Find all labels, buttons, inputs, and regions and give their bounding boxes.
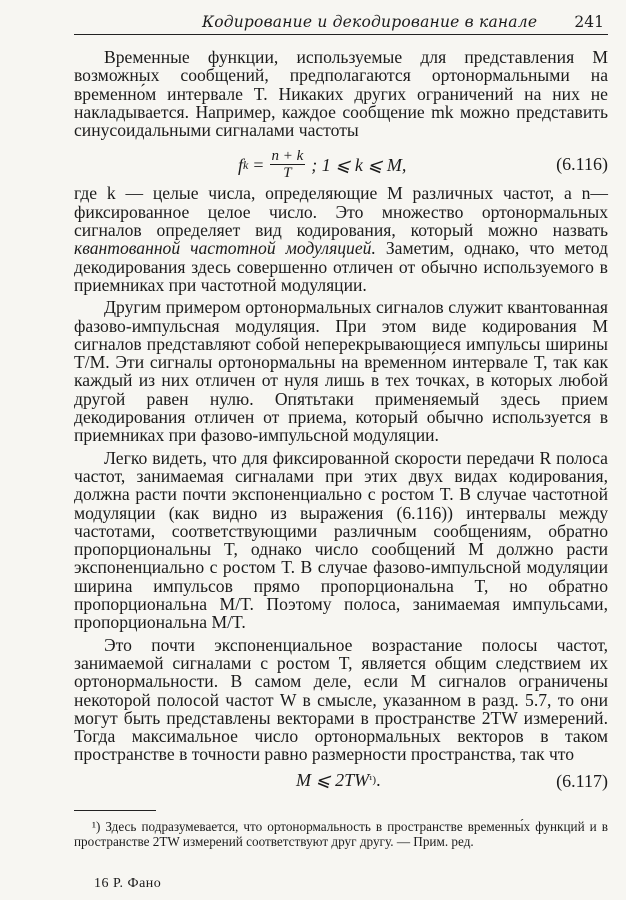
paragraph-2-tail: Заметим, однако, что метод декодирования здесь совершенно отличен от обычно используемого в приемниках при частотной модуляции.	[74, 238, 608, 295]
equation-number-6117: (6.117)	[556, 770, 608, 791]
emphasized-term: квантованной частотной модуляцией.	[74, 238, 376, 259]
printer-signature: 16 Р. Фано	[94, 876, 162, 891]
footnote-rule	[74, 810, 156, 811]
paragraph-1: Временные функции, используемые для представления M возможных сообщений, предполагаются ортонормальными на временно́м интервале T. Никаких других ограничений на них не накладывается. Например, каждое сообщение mk можно представить синусоидальными сигналами частоты	[74, 47, 608, 141]
formula-6117-expression	[296, 771, 381, 789]
formula-6117-end: .	[376, 769, 381, 790]
formula-6117-body: M ⩽ 2TW	[296, 769, 370, 790]
fraction	[270, 148, 306, 181]
formula-lhs: f	[238, 154, 244, 175]
formula-6117	[74, 767, 608, 797]
paragraph-5: Это почти экспоненциальное возрастание полосы частот, занимаемой сигналами с ростом T, является общим следствием их ортонормальности. В самом деле, если M сигналов ограничены некоторой полосой частот W в смысле, указанном в разд. 5.7, то они могут быть представлены векторами в пространстве 2TW измерений. Тогда максимальное число ортонормальных векторов в таком пространстве в точности равно размерности пространства, так что	[74, 634, 608, 765]
paragraph-2-text: где k — целые числа, определяющие M различных частот, а n— фиксированное целое число. Это множество ортонормальных сигналов определяет вид кодирования, который можно назвать	[74, 183, 608, 241]
paragraph-2	[74, 184, 608, 294]
footnote-marker: ¹)	[369, 773, 377, 786]
fraction-numerator: n + k	[271, 148, 304, 165]
running-title: Кодирование и декодирование в канале	[202, 13, 538, 31]
paragraph-4: Легко видеть, что для фиксированной скорости передачи R полоса частот, занимаемая сигналами при этих двух видах кодирования, должна расти почти экспоненциально с ростом T. В случае частотной модуляции (как видно из выражения (6.116)) интервалы между частотами, соответствующими различным сообщениям, обратно пропорциональны T, однако число сообщений M должно расти экспоненциально с ростом T. В случае фазово-импульсной модуляции ширина импульсов прямо пропорциональна T, но обратно пропорциональна M/T. Поэтому полоса, занимаемая импульсами, пропорциональна M/T.	[74, 447, 608, 633]
formula-equals: =	[253, 154, 264, 175]
formula-6116	[74, 142, 608, 182]
fraction-denominator: T	[283, 165, 292, 182]
page-number: 241	[574, 13, 604, 31]
running-header	[74, 12, 608, 35]
formula-lhs-subscript: k	[243, 157, 249, 172]
equation-number-6116: (6.116)	[556, 154, 608, 175]
formula-condition: ; 1 ⩽ k ⩽ M,	[311, 154, 407, 175]
paragraph-3: Другим примером ортонормальных сигналов служит квантованная фазово-импульсная модуляция. При этом виде кодирования M сигналов представляют собой неперекрывающиеся импульсы ширины T/M. Эти сигналы ортонормальны на временно́м интервале T, так как каждый из них отличен от нуля лишь в тех точках, в которых любой другой равен нулю. Опятьтаки применяемый здесь прием декодирования отличен от приема, который обычно используется в приемниках при фазово-импульсной модуляции.	[74, 297, 608, 446]
footnote: ¹) Здесь подразумевается, что ортонормальность в пространстве временны́х функций и в пространстве 2TW измерений соответствуют друг другу. — Прим. ред.	[74, 819, 608, 849]
main-text	[74, 48, 608, 799]
formula-6116-expression	[238, 148, 406, 181]
